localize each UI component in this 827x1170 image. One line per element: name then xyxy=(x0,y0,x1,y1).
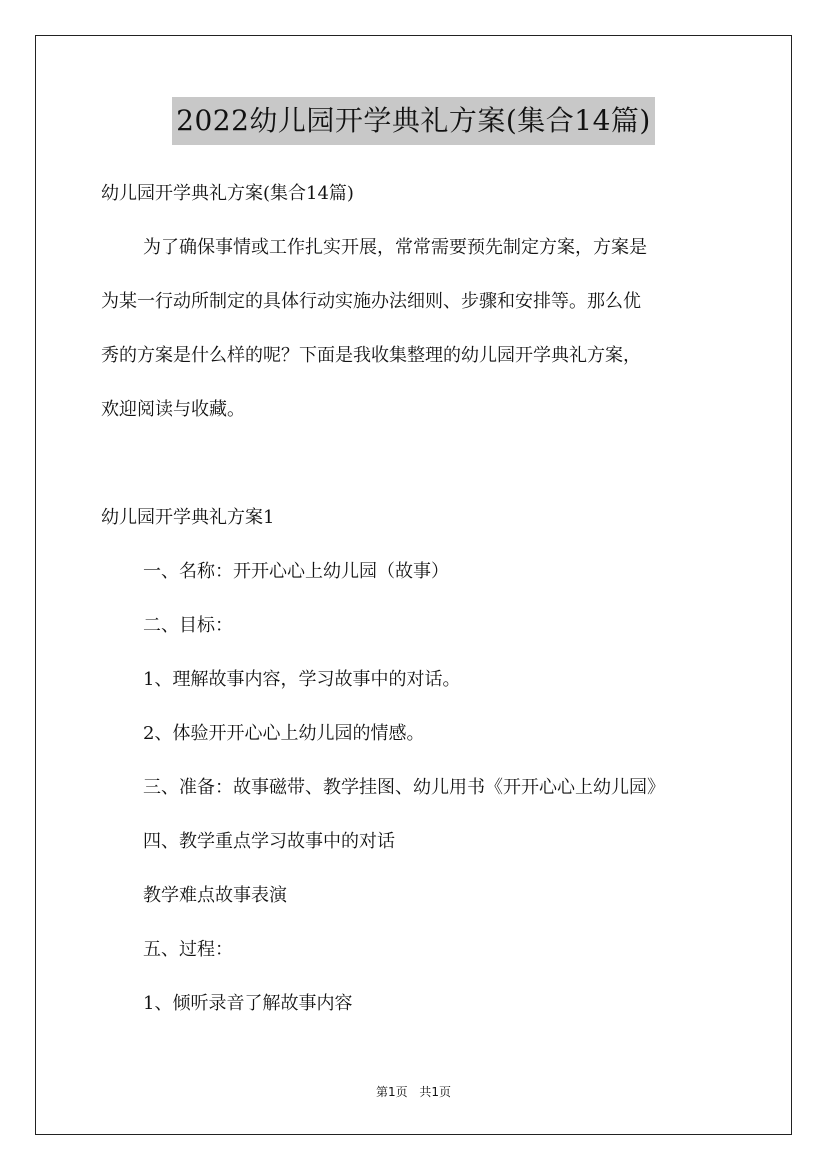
intro-line-1: 为了确保事情或工作扎实开展，常常需要预先制定方案，方案是 xyxy=(143,237,647,258)
item-process-heading: 五、过程： xyxy=(143,939,233,960)
item-name: 一、名称：开开心心上幼儿园（故事） xyxy=(143,561,449,582)
item-process-step-1: 1、倾听录音了解故事内容 xyxy=(143,993,353,1014)
item-goals-heading: 二、目标： xyxy=(143,615,233,636)
page-footer xyxy=(0,1083,827,1101)
title-container xyxy=(0,97,827,145)
document-title: 2022幼儿园开学典礼方案(集合14篇) xyxy=(172,97,655,145)
item-difficulty: 教学难点故事表演 xyxy=(143,885,287,906)
intro-line-3: 秀的方案是什么样的呢？下面是我收集整理的幼儿园开学典礼方案， xyxy=(101,345,641,366)
item-goal-1: 1、理解故事内容，学习故事中的对话。 xyxy=(143,669,461,690)
intro-line-2: 为某一行动所制定的具体行动实施办法细则、步骤和安排等。那么优 xyxy=(101,291,641,312)
intro-line-4: 欢迎阅读与收藏。 xyxy=(101,399,245,420)
page-total: 共1页 xyxy=(419,1085,452,1099)
item-key-point: 四、教学重点学习故事中的对话 xyxy=(143,831,395,852)
item-preparation: 三、准备：故事磁带、教学挂图、幼儿用书《开开心心上幼儿园》 xyxy=(143,777,665,798)
section-heading: 幼儿园开学典礼方案1 xyxy=(101,507,275,528)
item-goal-2: 2、体验开开心心上幼儿园的情感。 xyxy=(143,723,425,744)
document-subtitle: 幼儿园开学典礼方案(集合14篇) xyxy=(101,183,354,204)
page-current: 第1页 xyxy=(375,1085,408,1099)
